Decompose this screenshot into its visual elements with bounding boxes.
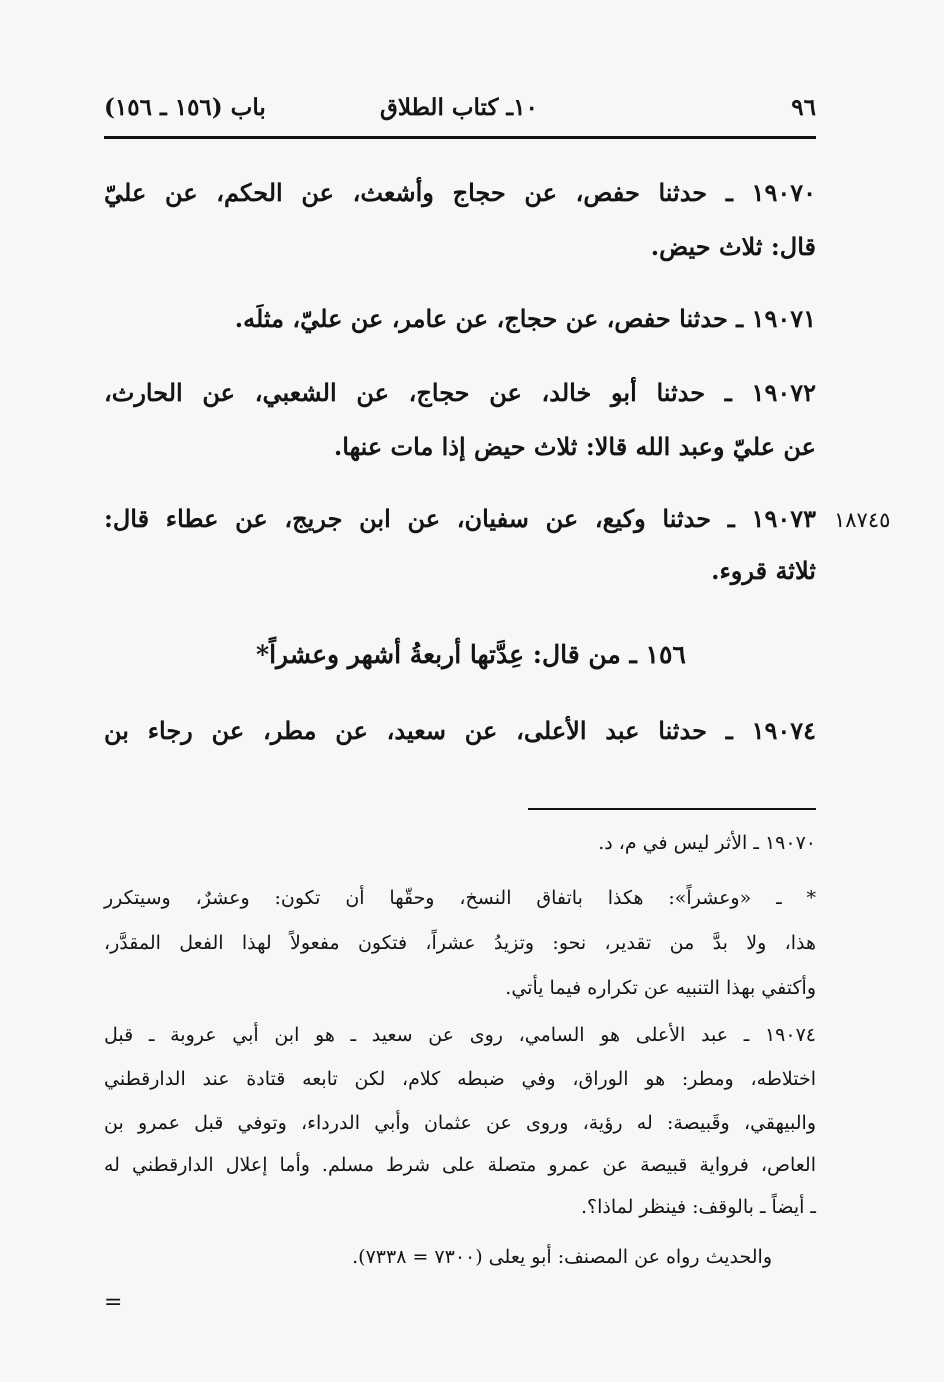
page-number: ٩٦ (791, 94, 816, 121)
footnote-asterisk-line3: وأكتفي بهذا التنبيه عن تكراره فيما يأتي. (505, 977, 816, 999)
footnote-19074-line1: ١٩٠٧٤ ـ عبد الأعلى هو السامي، روى عن سعيد ـ هو ابن أبي عروبة ـ قبل (104, 1024, 816, 1046)
footnote-asterisk-line1: * ـ «وعشراً»: هكذا باتفاق النسخ، وحقّها أن تكون: وعشرٌ، وسيتكرر (104, 887, 816, 909)
footnote-19074-line4: العاص، فرواية قبيصة عن عمرو متصلة على شرط مسلم. وأما إعلال الدارقطني له (104, 1154, 816, 1176)
footnote-19074-line2: اختلاطه، ومطر: هو الوراق، وفي ضبطه كلام، لكن تابعه قتادة عند الدارقطني (104, 1068, 816, 1090)
footnote-19070: ١٩٠٧٠ ـ الأثر ليس في م، د. (598, 832, 816, 854)
section-heading: ١٥٦ ـ من قال: عِدَّتها أربعةُ أشهر وعشراً* (256, 640, 686, 669)
book-title: ١٠ـ كتاب الطلاق (380, 94, 538, 121)
entry-19072-line1: ١٩٠٧٢ ـ حدثنا أبو خالد، عن حجاج، عن الشعبي، عن الحارث، (104, 378, 816, 407)
chapter-range: باب (١٥٦ ـ ١٥٦) (104, 94, 266, 121)
footnote-19074-line5: ـ أيضاً ـ بالوقف: فينظر لماذا؟. (580, 1196, 816, 1218)
footnote-19074-line3: والبيهقي، وقَبيصة: له رؤية، وروى عن عثمان وأبي الدرداء، وتوفي قبل عمرو بن (104, 1112, 816, 1134)
continuation-mark: = (104, 1290, 123, 1315)
footnote-abu-yala: والحديث رواه عن المصنف: أبو يعلى (٧٣٠٠ = ٧٣٣٨). (352, 1246, 772, 1268)
header-rule (104, 136, 816, 139)
entry-19073-line2: ثلاثة قروء. (711, 556, 816, 585)
footnote-rule (528, 808, 816, 810)
entry-19074-line1: ١٩٠٧٤ ـ حدثنا عبد الأعلى، عن سعيد، عن مطر، عن رجاء بن (104, 716, 817, 745)
footnote-asterisk-line2: هذا، ولا بدَّ من تقدير، نحو: وتزيدُ عشراً، فتكون مفعولاً لهذا الفعل المقدَّر، (104, 932, 816, 954)
entry-19073-line1: ١٩٠٧٣ ـ حدثنا وكيع، عن سفيان، عن ابن جريج، عن عطاء قال: (104, 504, 816, 533)
margin-ref-number: ١٨٧٤٥ (834, 508, 891, 532)
entry-19070-line2: قال: ثلاث حيض. (650, 232, 816, 261)
entry-19070-line1: ١٩٠٧٠ ـ حدثنا حفص، عن حجاج وأشعث، عن الحكم، عن عليّ (104, 178, 816, 207)
entry-19072-line2: عن عليّ وعبد الله قالا: ثلاث حيض إذا مات عنها. (333, 432, 816, 461)
entry-19071-line1: ١٩٠٧١ ـ حدثنا حفص، عن حجاج، عن عامر، عن عليّ، مثلَه. (234, 304, 816, 333)
